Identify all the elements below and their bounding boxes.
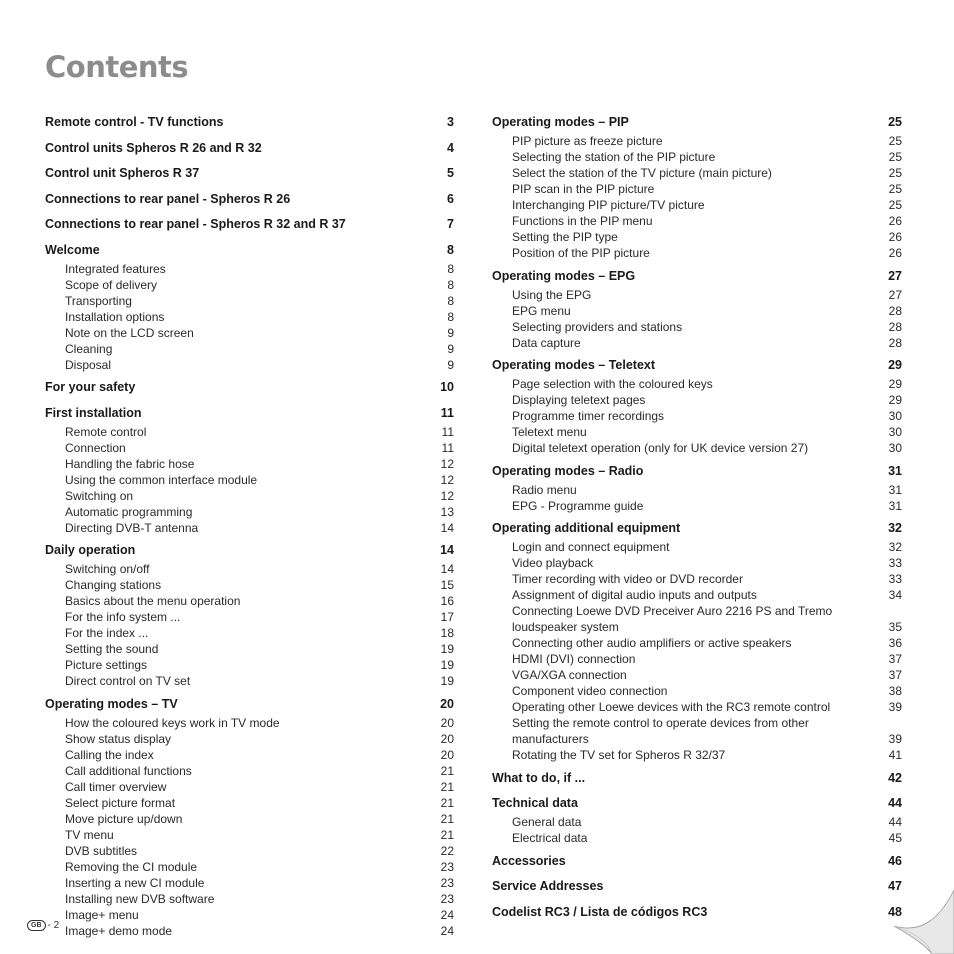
toc-entry-page: 20 bbox=[440, 715, 454, 730]
toc-entry[interactable] bbox=[45, 715, 454, 731]
toc-entry-page: 26 bbox=[888, 214, 902, 228]
toc-entry-page: 39 bbox=[888, 732, 902, 746]
toc-entry[interactable] bbox=[492, 424, 902, 440]
toc-entry[interactable] bbox=[45, 609, 454, 625]
toc-entry-page: 16 bbox=[440, 594, 454, 608]
toc-entry-page: 20 bbox=[440, 747, 454, 762]
toc-entry[interactable] bbox=[492, 603, 902, 635]
toc-entry-page: 25 bbox=[888, 198, 902, 212]
toc-section-heading[interactable] bbox=[492, 112, 902, 133]
toc-entry-title: Calling the index bbox=[65, 747, 154, 762]
toc-entry[interactable] bbox=[45, 731, 454, 747]
page-curl-icon bbox=[892, 888, 954, 954]
toc-entry-page: 25 bbox=[888, 150, 902, 164]
toc-entry-title: Using the EPG bbox=[512, 287, 592, 302]
toc-section-page: 20 bbox=[440, 696, 454, 711]
toc-entry-title: Operating other Loewe devices with the RC3 remote control bbox=[512, 700, 831, 714]
toc-entry-title: Assignment of digital audio inputs and outputs bbox=[512, 588, 757, 602]
toc-entry-title: Changing stations bbox=[65, 578, 162, 592]
toc-entry[interactable] bbox=[492, 699, 902, 715]
toc-entry[interactable] bbox=[492, 482, 902, 498]
toc-entry-page: 36 bbox=[888, 636, 902, 650]
toc-entry-title: Image+ demo mode bbox=[65, 923, 173, 938]
toc-section bbox=[45, 163, 454, 184]
toc-entry[interactable] bbox=[45, 875, 454, 891]
toc-entry-page: 23 bbox=[440, 859, 454, 874]
toc-entry-title: Component video connection bbox=[512, 684, 668, 698]
toc-section-page: 32 bbox=[888, 521, 902, 535]
toc-section-title: Codelist RC3 / Lista de códigos RC3 bbox=[492, 904, 708, 919]
toc-entry[interactable] bbox=[45, 827, 454, 843]
toc-entry-title: Select the station of the TV picture (main picture) bbox=[512, 166, 772, 180]
toc-entry-page: 37 bbox=[888, 652, 902, 666]
toc-section-title: Control units Spheros R 26 and R 32 bbox=[45, 140, 262, 155]
toc-entry-page: 25 bbox=[888, 166, 902, 180]
toc-entry-title: For the index ... bbox=[65, 626, 149, 640]
toc-entry-page: 30 bbox=[888, 441, 902, 455]
toc-entry-title: Automatic programming bbox=[65, 504, 193, 519]
toc-section-page: 29 bbox=[888, 358, 902, 372]
toc-section-title: Accessories bbox=[492, 853, 566, 868]
toc-entry[interactable] bbox=[45, 561, 454, 577]
toc-entry[interactable] bbox=[45, 488, 454, 504]
toc-entry[interactable] bbox=[45, 907, 454, 923]
toc-right-column bbox=[492, 112, 902, 927]
toc-section-heading[interactable] bbox=[45, 694, 454, 715]
toc-entry-page: 34 bbox=[888, 588, 902, 602]
toc-section-heading[interactable] bbox=[45, 189, 454, 210]
toc-entry[interactable] bbox=[492, 245, 902, 261]
toc-entry-page: 9 bbox=[447, 357, 454, 372]
toc-section bbox=[492, 355, 902, 456]
toc-entry[interactable] bbox=[45, 261, 454, 277]
toc-entry[interactable] bbox=[45, 795, 454, 811]
toc-section-title: Welcome bbox=[45, 242, 100, 257]
toc-section-title: Service Addresses bbox=[492, 879, 604, 893]
toc-entry-page: 11 bbox=[441, 440, 454, 455]
toc-section-title: What to do, if ... bbox=[492, 770, 586, 785]
toc-entry-title: PIP scan in the PIP picture bbox=[512, 182, 655, 196]
toc-entry-title: Setting the remote control to operate devices from other manufacturers bbox=[512, 716, 809, 746]
toc-entry-page: 30 bbox=[888, 425, 902, 439]
toc-entry-page: 8 bbox=[447, 261, 454, 276]
toc-entry[interactable] bbox=[45, 325, 454, 341]
toc-entry-page: 31 bbox=[888, 498, 902, 513]
toc-entry-page: 14 bbox=[440, 520, 454, 535]
toc-entry[interactable] bbox=[45, 811, 454, 827]
toc-entry[interactable] bbox=[492, 287, 902, 303]
toc-section-heading[interactable] bbox=[492, 461, 902, 482]
toc-section bbox=[492, 266, 902, 351]
toc-entry-title: Displaying teletext pages bbox=[512, 393, 646, 407]
toc-section-heading[interactable] bbox=[492, 793, 902, 814]
toc-entry[interactable] bbox=[492, 635, 902, 651]
toc-entry-title: DVB subtitles bbox=[65, 843, 138, 858]
toc-entry-title: General data bbox=[512, 815, 582, 829]
toc-entry-page: 18 bbox=[440, 626, 454, 640]
toc-entry-page: 25 bbox=[888, 134, 902, 148]
toc-section-heading[interactable] bbox=[492, 876, 902, 897]
toc-section bbox=[492, 793, 902, 846]
toc-entry-title: For the info system ... bbox=[65, 610, 181, 624]
toc-entry[interactable] bbox=[45, 859, 454, 875]
toc-entry[interactable] bbox=[492, 229, 902, 245]
toc-entry-title: How the coloured keys work in TV mode bbox=[65, 715, 280, 730]
toc-section bbox=[492, 768, 902, 789]
toc-entry-page: 25 bbox=[888, 182, 902, 196]
toc-entry-title: Login and connect equipment bbox=[512, 540, 670, 554]
toc-entry-title: Setting the PIP type bbox=[512, 230, 618, 244]
toc-entry-title: Scope of delivery bbox=[65, 277, 158, 292]
toc-entry-page: 21 bbox=[440, 827, 454, 842]
toc-entry[interactable] bbox=[45, 747, 454, 763]
toc-entry-page: 39 bbox=[888, 700, 902, 714]
toc-entry-page: 30 bbox=[888, 409, 902, 423]
toc-entry-page: 24 bbox=[440, 907, 454, 922]
toc-entry-page: 12 bbox=[440, 456, 454, 471]
toc-entry-title: Teletext menu bbox=[512, 425, 587, 439]
toc-entry-title: Position of the PIP picture bbox=[512, 246, 650, 260]
toc-entry[interactable] bbox=[45, 779, 454, 795]
toc-entry-title: TV menu bbox=[65, 827, 114, 842]
toc-section bbox=[45, 112, 454, 133]
toc-entry[interactable] bbox=[492, 683, 902, 699]
toc-section-page: 44 bbox=[888, 796, 902, 810]
toc-entry-title: Basics about the menu operation bbox=[65, 594, 241, 608]
toc-entry-title: Direct control on TV set bbox=[65, 674, 191, 688]
toc-entry[interactable] bbox=[45, 424, 454, 440]
toc-entry-title: Data capture bbox=[512, 335, 581, 350]
toc-entry-page: 35 bbox=[888, 620, 902, 634]
toc-section bbox=[492, 461, 902, 514]
toc-entry[interactable] bbox=[492, 571, 902, 587]
toc-entry-title: Video playback bbox=[512, 556, 594, 570]
toc-entry[interactable] bbox=[45, 440, 454, 456]
toc-entry-title: Digital teletext operation (only for UK device version 27) bbox=[512, 441, 809, 455]
toc-entry-page: 29 bbox=[888, 393, 902, 407]
toc-entry-title: Directing DVB-T antenna bbox=[65, 520, 199, 535]
toc-section-page: 14 bbox=[440, 543, 454, 557]
toc-entry-title: Rotating the TV set for Spheros R 32/37 bbox=[512, 748, 726, 762]
toc-entry-title: Connecting Loewe DVD Preceiver Auro 2216 PS and Tremo loudspeaker system bbox=[512, 604, 833, 634]
toc-left-column bbox=[45, 112, 454, 943]
toc-entry[interactable] bbox=[45, 657, 454, 673]
toc-entry[interactable] bbox=[492, 392, 902, 408]
toc-section bbox=[492, 876, 902, 897]
toc-section bbox=[45, 377, 454, 398]
toc-entry-page: 45 bbox=[888, 831, 902, 845]
toc-section bbox=[45, 540, 454, 689]
toc-entry[interactable] bbox=[492, 830, 902, 846]
toc-entry-title: Picture settings bbox=[65, 658, 148, 672]
toc-entry[interactable] bbox=[45, 309, 454, 325]
toc-entry-page: 29 bbox=[888, 377, 902, 391]
toc-section-page: 3 bbox=[447, 115, 454, 129]
toc-entry-page: 8 bbox=[447, 309, 454, 324]
toc-entry[interactable] bbox=[45, 577, 454, 593]
toc-section-title: First installation bbox=[45, 405, 142, 420]
toc-entry-title: Integrated features bbox=[65, 261, 166, 276]
toc-entry-title: Installing new DVB software bbox=[65, 891, 215, 906]
toc-entry-title: Move picture up/down bbox=[65, 811, 183, 826]
toc-entry-title: Call timer overview bbox=[65, 779, 167, 794]
toc-section-title: Operating modes – Radio bbox=[492, 463, 644, 478]
toc-section-page: 25 bbox=[888, 115, 902, 129]
toc-entry-page: 41 bbox=[888, 748, 902, 762]
toc-entry[interactable] bbox=[492, 133, 902, 149]
toc-section-heading[interactable] bbox=[492, 266, 902, 287]
toc-entry[interactable] bbox=[492, 197, 902, 213]
toc-entry-page: 28 bbox=[888, 335, 902, 350]
toc-entry-page: 24 bbox=[440, 923, 454, 938]
toc-entry-title: Cleaning bbox=[65, 341, 113, 356]
toc-entry[interactable] bbox=[492, 149, 902, 165]
toc-entry-page: 38 bbox=[888, 684, 902, 698]
toc-entry-title: Switching on/off bbox=[65, 562, 150, 576]
toc-entry[interactable] bbox=[492, 498, 902, 514]
toc-section bbox=[492, 902, 902, 923]
toc-entry[interactable] bbox=[45, 504, 454, 520]
toc-section-heading[interactable] bbox=[45, 377, 454, 398]
toc-entry[interactable] bbox=[492, 335, 902, 351]
toc-entry[interactable] bbox=[492, 667, 902, 683]
toc-entry[interactable] bbox=[45, 277, 454, 293]
toc-entry-page: 19 bbox=[440, 674, 454, 688]
toc-section-title: Connections to rear panel - Spheros R 26 bbox=[45, 191, 291, 206]
toc-entry[interactable] bbox=[45, 763, 454, 779]
toc-entry-title: Interchanging PIP picture/TV picture bbox=[512, 198, 705, 212]
toc-entry-page: 8 bbox=[447, 293, 454, 308]
toc-entry[interactable] bbox=[45, 641, 454, 657]
toc-entry-title: Inserting a new CI module bbox=[65, 875, 205, 890]
toc-section-title: Operating additional equipment bbox=[492, 521, 681, 535]
toc-entry[interactable] bbox=[45, 625, 454, 641]
country-badge: GB bbox=[27, 920, 46, 931]
toc-entry-title: Switching on bbox=[65, 488, 134, 503]
toc-entry[interactable] bbox=[45, 341, 454, 357]
toc-entry-title: Functions in the PIP menu bbox=[512, 214, 653, 228]
toc-entry-title: Select picture format bbox=[65, 795, 176, 810]
toc-section-page: 48 bbox=[888, 904, 902, 919]
toc-entry-page: 21 bbox=[440, 763, 454, 778]
toc-entry-page: 31 bbox=[888, 482, 902, 497]
toc-entry-page: 13 bbox=[440, 504, 454, 519]
toc-section-title: Operating modes – Teletext bbox=[492, 358, 656, 372]
page-footer bbox=[27, 920, 59, 931]
toc-entry-page: 33 bbox=[888, 572, 902, 586]
toc-entry-title: Note on the LCD screen bbox=[65, 325, 194, 340]
toc-entry-page: 21 bbox=[440, 795, 454, 810]
toc-section bbox=[45, 138, 454, 159]
toc-section bbox=[492, 851, 902, 872]
toc-section-title: Control unit Spheros R 37 bbox=[45, 166, 200, 180]
toc-section-page: 27 bbox=[888, 268, 902, 283]
toc-entry-page: 28 bbox=[888, 303, 902, 318]
toc-section-page: 5 bbox=[447, 166, 454, 180]
toc-entry-title: Show status display bbox=[65, 731, 172, 746]
toc-entry-title: Handling the fabric hose bbox=[65, 456, 195, 471]
toc-entry-title: Timer recording with video or DVD recorder bbox=[512, 572, 743, 586]
toc-entry-title: Selecting providers and stations bbox=[512, 319, 683, 334]
toc-section-page: 8 bbox=[447, 242, 454, 257]
toc-entry[interactable] bbox=[492, 213, 902, 229]
toc-section-heading[interactable] bbox=[45, 540, 454, 561]
toc-entry-page: 8 bbox=[447, 277, 454, 292]
toc-entry-page: 23 bbox=[440, 875, 454, 890]
toc-section bbox=[45, 240, 454, 373]
toc-entry-page: 12 bbox=[440, 488, 454, 503]
toc-entry-page: 19 bbox=[440, 658, 454, 672]
toc-entry[interactable] bbox=[45, 293, 454, 309]
toc-entry-title: Selecting the station of the PIP picture bbox=[512, 150, 716, 164]
toc-entry[interactable] bbox=[492, 165, 902, 181]
toc-entry-page: 27 bbox=[888, 287, 902, 302]
toc-entry-title: Radio menu bbox=[512, 482, 577, 497]
toc-entry[interactable] bbox=[492, 440, 902, 456]
toc-entry[interactable] bbox=[492, 747, 902, 763]
toc-entry[interactable] bbox=[45, 843, 454, 859]
toc-entry-page: 22 bbox=[440, 843, 454, 858]
toc-entry[interactable] bbox=[492, 651, 902, 667]
toc-entry-title: Using the common interface module bbox=[65, 472, 258, 487]
toc-entry-page: 26 bbox=[888, 246, 902, 260]
toc-section-page: 7 bbox=[447, 217, 454, 231]
toc-entry-title: Transporting bbox=[65, 293, 132, 308]
toc-entry-page: 17 bbox=[440, 610, 454, 624]
toc-section-title: For your safety bbox=[45, 380, 136, 394]
page-title: Contents bbox=[45, 50, 189, 84]
toc-section-heading[interactable] bbox=[45, 214, 454, 235]
toc-section-title: Remote control - TV functions bbox=[45, 115, 224, 129]
toc-section-page: 46 bbox=[888, 853, 902, 868]
toc-entry-title: Remote control bbox=[65, 424, 147, 439]
toc-section-page: 47 bbox=[888, 879, 902, 893]
toc-entry-title: EPG - Programme guide bbox=[512, 498, 644, 513]
toc-entry[interactable] bbox=[45, 520, 454, 536]
toc-entry[interactable] bbox=[45, 593, 454, 609]
toc-entry[interactable] bbox=[492, 587, 902, 603]
toc-section bbox=[45, 403, 454, 536]
toc-section-heading[interactable] bbox=[492, 355, 902, 376]
toc-section-page: 4 bbox=[447, 140, 454, 155]
toc-entry[interactable] bbox=[492, 539, 902, 555]
toc-section-page: 42 bbox=[888, 770, 902, 785]
toc-entry-page: 32 bbox=[888, 540, 902, 554]
toc-entry-title: Setting the sound bbox=[65, 642, 159, 656]
toc-entry[interactable] bbox=[45, 357, 454, 373]
toc-entry-title: Programme timer recordings bbox=[512, 409, 665, 423]
toc-section bbox=[45, 189, 454, 210]
toc-entry[interactable] bbox=[45, 891, 454, 907]
toc-section bbox=[45, 694, 454, 939]
toc-entry[interactable] bbox=[492, 181, 902, 197]
toc-entry-title: Disposal bbox=[65, 357, 112, 372]
toc-section bbox=[45, 214, 454, 235]
toc-entry-page: 28 bbox=[888, 319, 902, 334]
toc-entry-title: Image+ menu bbox=[65, 907, 139, 922]
toc-entry-title: Electrical data bbox=[512, 831, 588, 845]
toc-section-title: Operating modes – PIP bbox=[492, 115, 629, 129]
toc-section-title: Daily operation bbox=[45, 543, 136, 557]
toc-entry-title: Call additional functions bbox=[65, 763, 192, 778]
toc-entry-page: 33 bbox=[888, 556, 902, 570]
toc-section-heading[interactable] bbox=[492, 851, 902, 872]
toc-entry-page: 14 bbox=[440, 562, 454, 576]
toc-entry-title: VGA/XGA connection bbox=[512, 668, 627, 682]
toc-entry-page: 21 bbox=[440, 779, 454, 794]
toc-entry-page: 11 bbox=[441, 424, 454, 439]
toc-entry[interactable] bbox=[45, 472, 454, 488]
toc-entry-title: Page selection with the coloured keys bbox=[512, 377, 713, 391]
toc-section-page: 11 bbox=[440, 405, 454, 420]
toc-entry-page: 21 bbox=[440, 811, 454, 826]
toc-entry-page: 26 bbox=[888, 230, 902, 244]
toc-entry-page: 37 bbox=[888, 668, 902, 682]
toc-section bbox=[492, 518, 902, 763]
toc-entry-page: 44 bbox=[888, 815, 902, 829]
toc-section-title: Technical data bbox=[492, 796, 578, 810]
toc-section-title: Operating modes – EPG bbox=[492, 268, 636, 283]
toc-entry-title: EPG menu bbox=[512, 303, 571, 318]
toc-entry-title: Installation options bbox=[65, 309, 165, 324]
toc-entry[interactable] bbox=[492, 376, 902, 392]
toc-entry[interactable] bbox=[492, 408, 902, 424]
toc-entry[interactable] bbox=[492, 319, 902, 335]
page-number: - 2 bbox=[47, 920, 60, 931]
toc-entry-title: Removing the CI module bbox=[65, 859, 198, 874]
toc-entry[interactable] bbox=[492, 715, 902, 747]
toc-entry[interactable] bbox=[492, 555, 902, 571]
toc-entry-page: 20 bbox=[440, 731, 454, 746]
toc-entry[interactable] bbox=[492, 814, 902, 830]
toc-entry-page: 19 bbox=[440, 642, 454, 656]
toc-entry[interactable] bbox=[492, 303, 902, 319]
toc-section-heading[interactable] bbox=[45, 240, 454, 261]
toc-section-heading[interactable] bbox=[492, 768, 902, 789]
toc-entry-page: 9 bbox=[447, 341, 454, 356]
toc-section-heading[interactable] bbox=[45, 163, 454, 184]
toc-entry[interactable] bbox=[45, 673, 454, 689]
toc-entry-title: PIP picture as freeze picture bbox=[512, 134, 663, 148]
toc-entry-title: HDMI (DVI) connection bbox=[512, 652, 636, 666]
toc-entry-title: Connection bbox=[65, 440, 126, 455]
toc-entry-page: 9 bbox=[447, 325, 454, 340]
toc-section-heading[interactable] bbox=[45, 112, 454, 133]
toc-section-page: 6 bbox=[447, 191, 454, 206]
toc-section-heading[interactable] bbox=[492, 518, 902, 539]
toc-section-page: 31 bbox=[888, 463, 902, 478]
toc-section-page: 10 bbox=[440, 380, 454, 394]
toc-section-title: Connections to rear panel - Spheros R 32 and R 37 bbox=[45, 217, 346, 231]
toc-entry-title: Connecting other audio amplifiers or active speakers bbox=[512, 636, 792, 650]
toc-section-heading[interactable] bbox=[45, 138, 454, 159]
toc-entry-page: 12 bbox=[440, 472, 454, 487]
toc-section-title: Operating modes – TV bbox=[45, 696, 178, 711]
toc-entry[interactable] bbox=[45, 456, 454, 472]
toc-entry-page: 23 bbox=[440, 891, 454, 906]
toc-entry-page: 15 bbox=[440, 578, 454, 592]
toc-entry[interactable] bbox=[45, 923, 454, 939]
toc-section bbox=[492, 112, 902, 261]
toc-section-heading[interactable] bbox=[492, 902, 902, 923]
toc-section-heading[interactable] bbox=[45, 403, 454, 424]
